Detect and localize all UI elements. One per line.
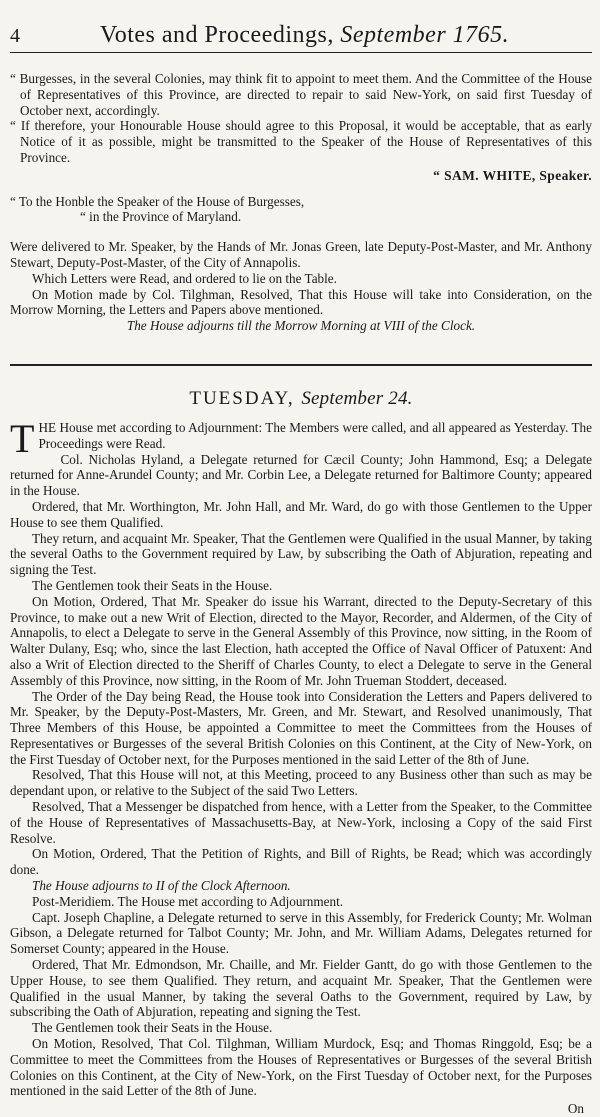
quote-paragraph-2: “ If therefore, your Honourable House should agree to this Proposal, it would be acceptable, that as early Notice of it as possible, might be transmitted to the Speaker of the House of Representatives of this Province. <box>10 118 592 165</box>
delivery-paragraph: Were delivered to Mr. Speaker, by the Hands of Mr. Jonas Green, late Deputy-Post-Master, and Mr. Anthony Stewart, Deputy-Post-Master, of the City of Annapolis. <box>10 239 592 270</box>
body-paragraph-8: Resolved, That this House will not, at this Meeting, proceed to any Business other than such as may be dependant upon, or relative to the Subject of the said Two Letters. <box>10 767 592 799</box>
afternoon-adjournment: The House adjourns to II of the Clock Afternoon. <box>32 878 291 894</box>
section-rule <box>10 364 592 366</box>
letters-read-paragraph: Which Letters were Read, and ordered to lie on the Table. <box>32 270 337 286</box>
body-paragraph-6: On Motion, Ordered, That Mr. Speaker do issue his Warrant, directed to the Deputy-Secretary of this Province, to make out a new Writ of Election, directed to the Mayor, Recorder, and Aldermen, of the City of Annapolis, to elect a Delegate to serve in the General Assembly of this Province, now sitting, in the Room of Walter Dulany, Esq; who, since the last Election, hath accepted the Office of Naval Officer of Patuxent: And also a Writ of Election directed to the Sheriff of Charles County, to elect a Delegate to serve in the General Assembly of this Province, now sitting, in the Room of Mr. John Trueman Stoddert, deceased. <box>10 593 592 688</box>
body-paragraph-7: The Order of the Day being Read, the House took into Consideration the Letters and Papers delivered to Mr. Speaker, by the Deputy-Post-Masters, Mr. Green, and Mr. Stewart, and Resolved unanimously, That Three Members of this House, be appointed a Committee to meet the Committees from the Houses of Representatives or Burgesses of the several British Colonies on this Continent, at the City of New-York, on the First Tuesday of October next, for the Purposes mentioned in the said Letter of the 8th of June. <box>10 688 592 767</box>
body-paragraph-9: Resolved, That a Messenger be dispatched from hence, with a Letter from the Speaker, to the Committee of the House of Representatives of Massachusetts-Bay, at New-York, inclosing a Copy of the said First Resolve. <box>10 799 592 846</box>
body-paragraph-3: Ordered, that Mr. Worthington, Mr. John Hall, and Mr. Ward, do go with those Gentlemen to the Upper House to see them Qualified. <box>10 498 592 530</box>
address-line-2: “ in the Province of Maryland. <box>80 209 242 225</box>
catchword: On <box>567 1101 584 1117</box>
quote-paragraph-1: “ Burgesses, in the several Colonies, may think fit to appoint to meet them. And the Committee of the House of Representatives of this Province, are directed to repair to said New-York, on said first Tuesday of October next, accordingly. <box>10 71 592 118</box>
opening-paragraph <box>10 415 592 461</box>
adjournment-note: The House adjourns till the Morrow Morning at VIII of the Clock. <box>126 318 476 334</box>
post-meridiem: Post-Meridiem. The House met according to Adjournment. <box>32 893 344 909</box>
page-header <box>10 0 592 50</box>
body-paragraph-2: Col. Nicholas Hyland, a Delegate returned for Cæcil County; John Hammond, Esq; a Delegate returned for Anne-Arundel County; and Mr. Corbin Lee, a Delegate returned for Baltimore County; appeared in the House. <box>10 451 592 499</box>
day-date: September 24. <box>301 387 413 409</box>
day-title: TUESDAY, <box>189 387 295 409</box>
body-paragraph-13: Capt. Joseph Chapline, a Delegate returned to serve in this Assembly, for Frederick County; Mr. Wolman Gibson, a Delegate returned for Talbot County; Mr. John, and Mr. William Adams, Delegates returned for Somerset County; appeared in the House. <box>10 909 592 957</box>
address-line-1: “ To the Honble the Speaker of the House of Burgesses, <box>10 193 305 209</box>
motion-paragraph: On Motion made by Col. Tilghman, Resolved, That this House will take into Consideration, on the Morrow Morning, the Letters and Papers above mentioned. <box>10 286 592 318</box>
running-title-date: September 1765. <box>340 22 510 48</box>
body-paragraph-5: The Gentlemen took their Seats in the House. <box>32 577 273 593</box>
opening-text: HE House met according to Adjournment: The Members were called, and all appeared as Yesterday. The Proceedings were Read. <box>38 419 592 451</box>
body-paragraph-4: They return, and acquaint Mr. Speaker, That the Gentlemen were Qualified in the usual Manner, by taking the several Oaths to the Government required by Law, by subscribing the Oath of Abjuration, repeating and signing the Test. <box>10 530 592 578</box>
drop-cap: T <box>10 415 35 461</box>
body-paragraph-14: Ordered, That Mr. Edmondson, Mr. Chaille, and Mr. Fielder Gantt, do go with those Gentlemen to the Upper House, to see them Qualified. They return, and acquaint Mr. Speaker, That the Gentlemen were Qualified in the usual Manner, by taking the several Oaths to the Government, required by Law, by subscribing the Oath of Abjuration, repeating and signing the Test. <box>10 957 592 1020</box>
signature: “ SAM. WHITE, Speaker. <box>433 167 592 183</box>
running-title <box>100 22 509 49</box>
day-heading <box>10 388 592 410</box>
body-paragraph-10: On Motion, Ordered, That the Petition of Rights, and Bill of Rights, be Read; which was accordingly done. <box>10 846 592 878</box>
running-title-text: Votes and Proceedings, <box>100 22 334 48</box>
body-paragraph-16: On Motion, Resolved, That Col. Tilghman, William Murdock, Esq; and Thomas Ringgold, Esq; be a Committee to meet the Committees from the Houses of Representatives or Burgesses of the several British Colonies on this Continent, at the City of New-York, on the First Tuesday of October next, for the Purposes mentioned in the said Letter of the 8th of June. <box>10 1036 592 1099</box>
page-number: 4 <box>10 25 20 47</box>
body-paragraph-15: The Gentlemen took their Seats in the House. <box>32 1020 273 1036</box>
